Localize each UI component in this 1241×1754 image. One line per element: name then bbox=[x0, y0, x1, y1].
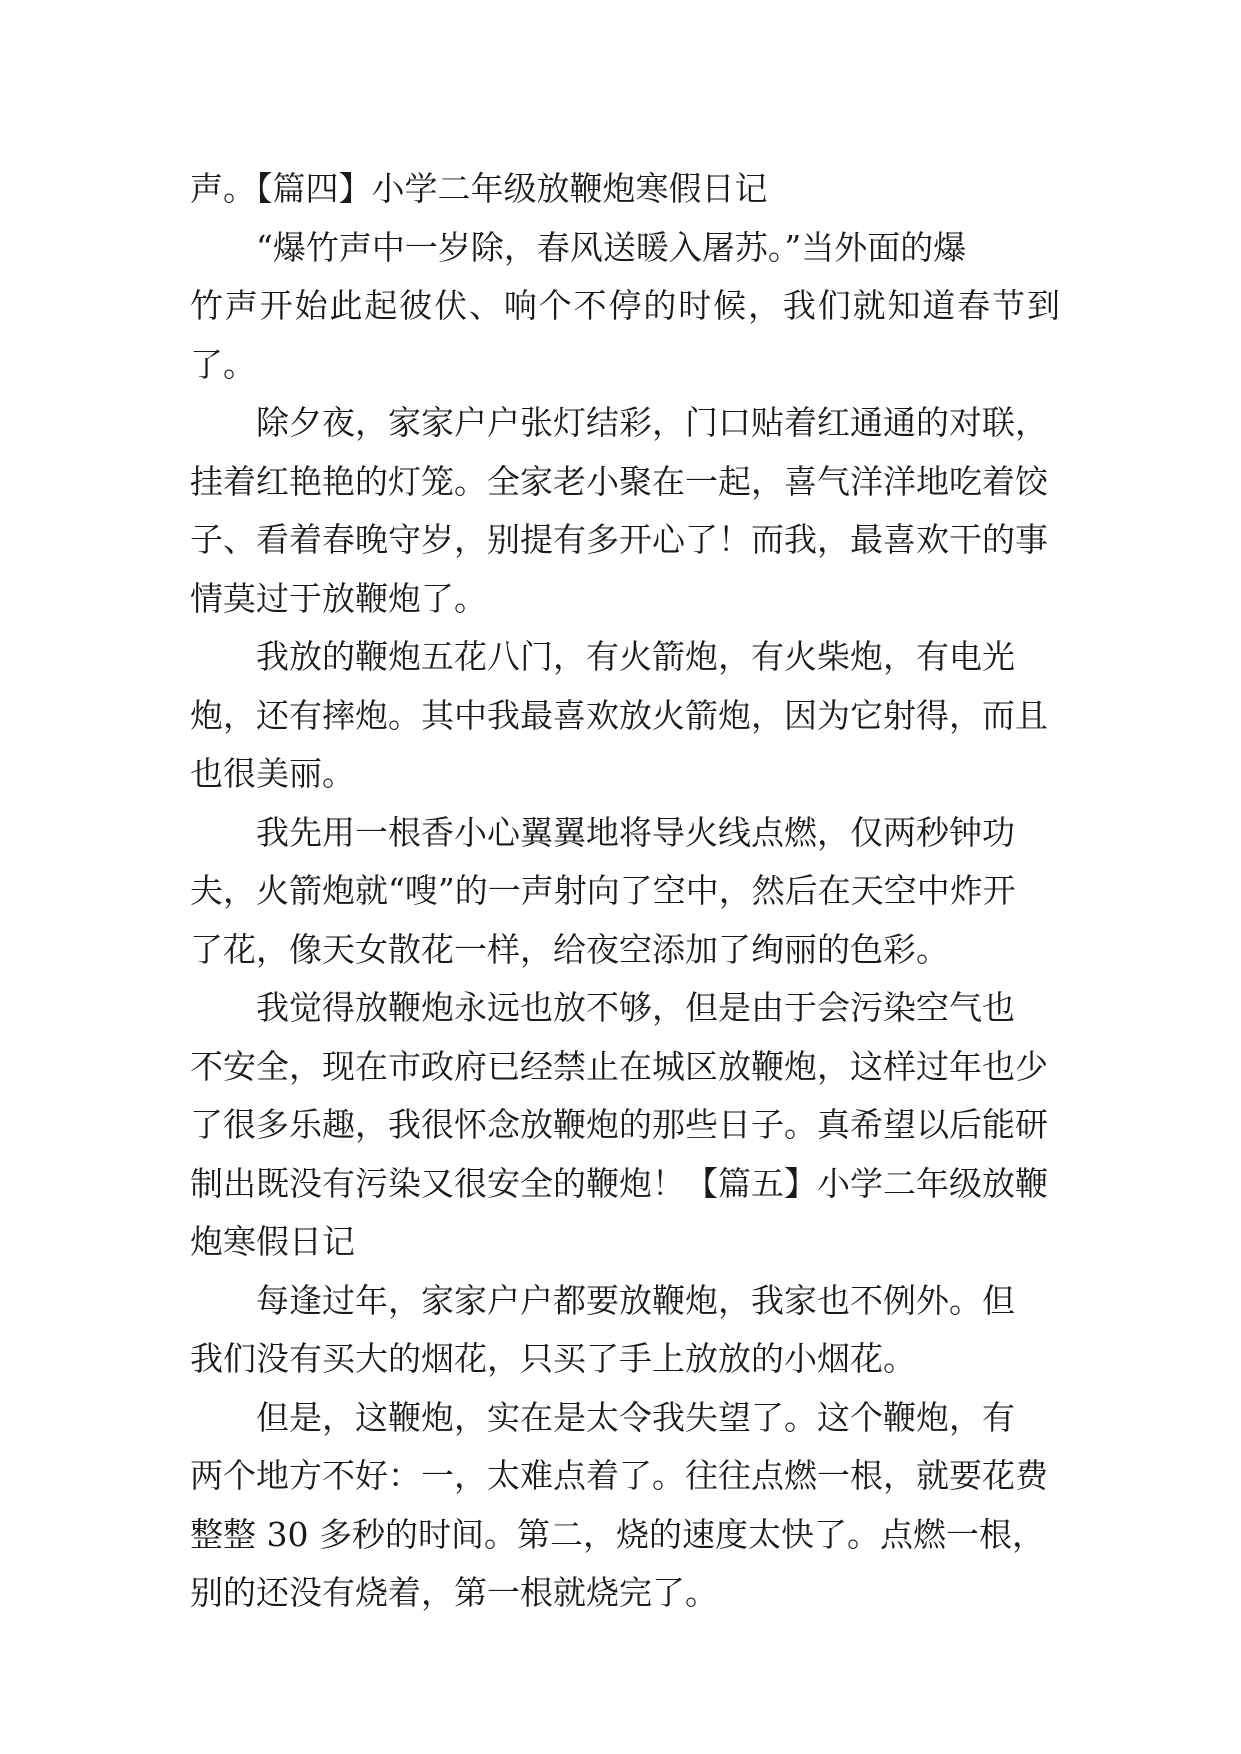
text-line: 子、看着春晚守岁，别提有多开心了！而我，最喜欢干的事 bbox=[190, 520, 1048, 559]
text-line: 炮寒假日记 bbox=[190, 1222, 355, 1261]
text-line: 但是，这鞭炮，实在是太令我失望了。这个鞭炮，有 bbox=[256, 1397, 1015, 1437]
text-line: 我觉得放鞭炮永远也放不够，但是由于会污染空气也 bbox=[256, 988, 1015, 1027]
text-line: 也很美丽。 bbox=[190, 754, 355, 793]
text-line: 除夕夜，家家户户张灯结彩，门口贴着红通通的对联， bbox=[256, 403, 1048, 442]
text-line: 了花，像天女散花一样，给夜空添加了绚丽的色彩。 bbox=[190, 929, 949, 969]
text-line: 两个地方不好：一，太难点着了。往往点燃一根，就要花费 bbox=[190, 1456, 1048, 1495]
text-line: 我先用一根香小心翼翼地将导火线点燃，仅两秒钟功 bbox=[256, 812, 1015, 852]
text-line: 夫，火箭炮就“嗖”的一声射向了空中，然后在天空中炸开 bbox=[190, 871, 1016, 910]
text-line: 竹声开始此起彼伏、响个不停的时候，我们就知道春节到了。 bbox=[190, 286, 1060, 384]
text-line: 不安全，现在市政府已经禁止在城区放鞭炮，这样过年也少 bbox=[190, 1046, 1048, 1086]
text-line: 每逢过年，家家户户都要放鞭炮，我家也不例外。但 bbox=[256, 1280, 1015, 1320]
paragraph-3 bbox=[190, 394, 1060, 628]
text-line: 挂着红艳艳的灯笼。全家老小聚在一起，喜气洋洋地吃着饺 bbox=[190, 461, 1048, 501]
text-line: 别的还没有烧着，第一根就烧完了。 bbox=[190, 1573, 718, 1612]
text-line: “爆竹声中一岁除，春风送暖入屠苏。”当外面的爆 bbox=[256, 227, 967, 267]
text-line: 情莫过于放鞭炮了。 bbox=[190, 578, 487, 618]
text-line: 我们没有买大的烟花，只买了手上放放的小烟花。 bbox=[190, 1339, 916, 1378]
text-line: 炮，还有摔炮。其中我最喜欢放火箭炮，因为它射得，而且 bbox=[190, 695, 1048, 735]
paragraph-7 bbox=[190, 1272, 1060, 1389]
text-line: 了很多乐趣，我很怀念放鞭炮的那些日子。真希望以后能研 bbox=[190, 1105, 1048, 1144]
text-line: 整整 30 多秒的时间。第二，烧的速度太快了。点燃一根， bbox=[190, 1514, 1045, 1554]
paragraph-6 bbox=[190, 979, 1060, 1272]
paragraph-4 bbox=[190, 628, 1060, 804]
paragraph-1 bbox=[190, 160, 1060, 219]
paragraph-5 bbox=[190, 804, 1060, 980]
paragraph-8 bbox=[190, 1389, 1060, 1623]
text-line: 我放的鞭炮五花八门，有火箭炮，有火柴炮，有电光 bbox=[256, 637, 1015, 676]
paragraph-2 bbox=[190, 219, 1060, 395]
text-line: 声。【篇四】小学二年级放鞭炮寒假日记 bbox=[190, 169, 768, 208]
document-body bbox=[190, 160, 1060, 1623]
text-line: 制出既没有污染又很安全的鞭炮！【篇五】小学二年级放鞭 bbox=[190, 1163, 1048, 1203]
